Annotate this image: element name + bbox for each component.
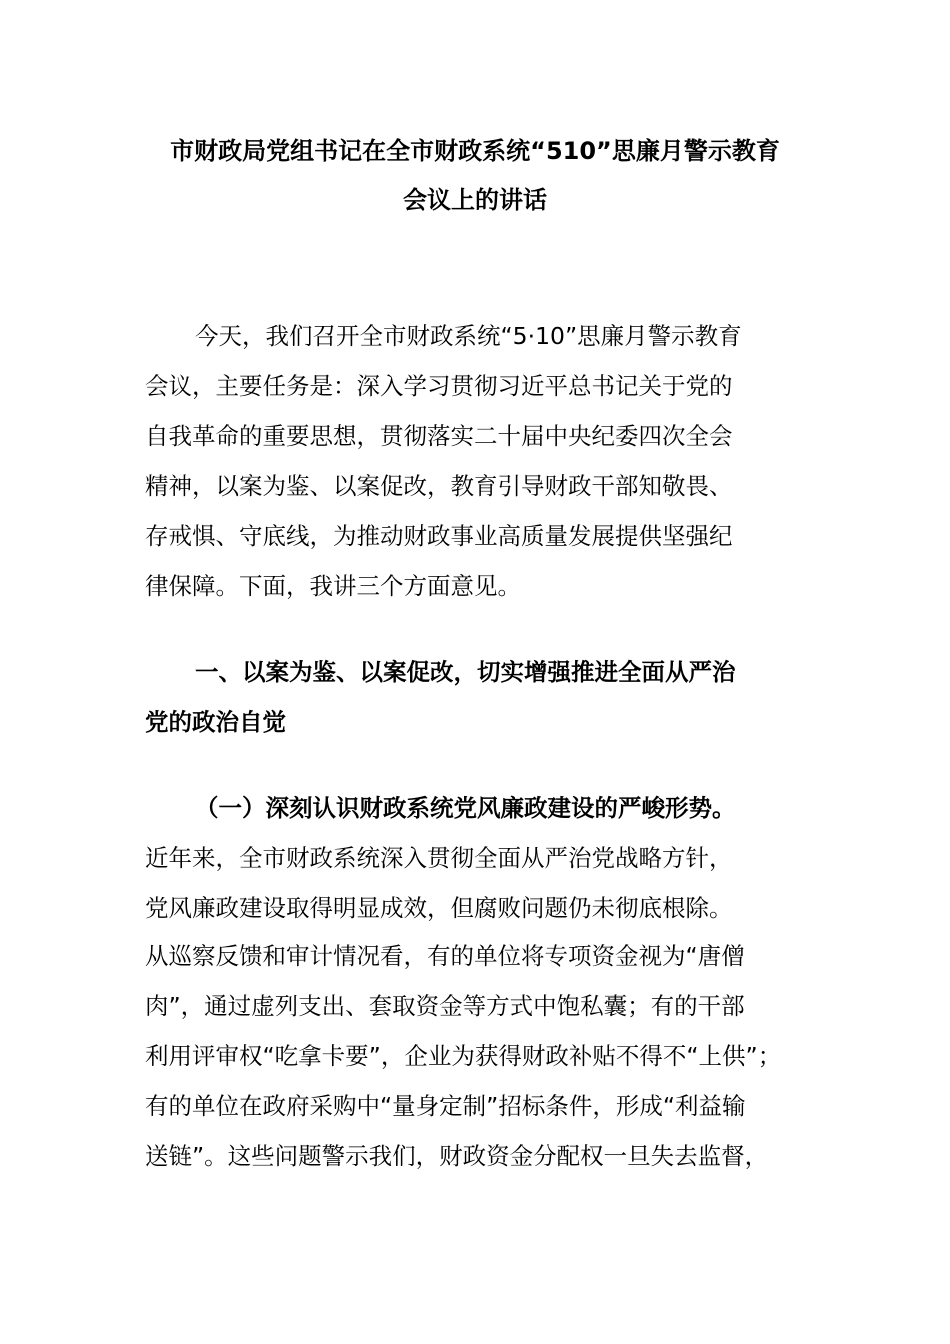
body-paragraph-line-5: 利用评审权“吃拿卡要”，企业为获得财政补贴不得不“上供”； xyxy=(145,1042,782,1070)
intro-paragraph-line-6: 律保障。下面，我讲三个方面意见。 xyxy=(145,572,521,600)
document-title-line-2: 会议上的讲话 xyxy=(403,186,547,214)
intro-paragraph-line-2: 会议，主要任务是：深入学习贯彻习近平总书记关于党的 xyxy=(145,372,733,400)
body-paragraph-line-1: 近年来，全市财政系统深入贯彻全面从严治党战略方针， xyxy=(145,844,733,872)
body-paragraph-line-6: 有的单位在政府采购中“量身定制”招标条件，形成“利益输 xyxy=(145,1092,746,1120)
body-paragraph-line-2: 党风廉政建设取得明显成效，但腐败问题仍未彻底根除。 xyxy=(145,894,733,922)
body-paragraph-line-3: 从巡察反馈和审计情况看，有的单位将专项资金视为“唐僧 xyxy=(145,942,745,970)
body-paragraph-line-4: 肉”，通过虚列支出、套取资金等方式中饱私囊；有的干部 xyxy=(145,992,745,1020)
intro-paragraph-line-4: 精神，以案为鉴、以案促改，教育引导财政干部知敬畏、 xyxy=(145,472,733,500)
subsection-heading-1: （一）深刻认识财政系统党风廉政建设的严峻形势。 xyxy=(195,794,736,822)
body-paragraph-line-7: 送链”。这些问题警示我们，财政资金分配权一旦失去监督， xyxy=(145,1142,769,1170)
intro-paragraph-line-5: 存戒惧、守底线，为推动财政事业高质量发展提供坚强纪 xyxy=(145,522,733,550)
document-title-line-1: 市财政局党组书记在全市财政系统“510”思廉月警示教育 xyxy=(170,137,780,165)
section-heading-1-line-2: 党的政治自觉 xyxy=(145,708,286,736)
section-heading-1-line-1: 一、以案为鉴、以案促改，切实增强推进全面从严治 xyxy=(195,658,736,686)
intro-paragraph-line-1: 今天，我们召开全市财政系统“5·10”思廉月警示教育 xyxy=(195,322,742,350)
intro-paragraph-line-3: 自我革命的重要思想，贯彻落实二十届中央纪委四次全会 xyxy=(145,422,733,450)
